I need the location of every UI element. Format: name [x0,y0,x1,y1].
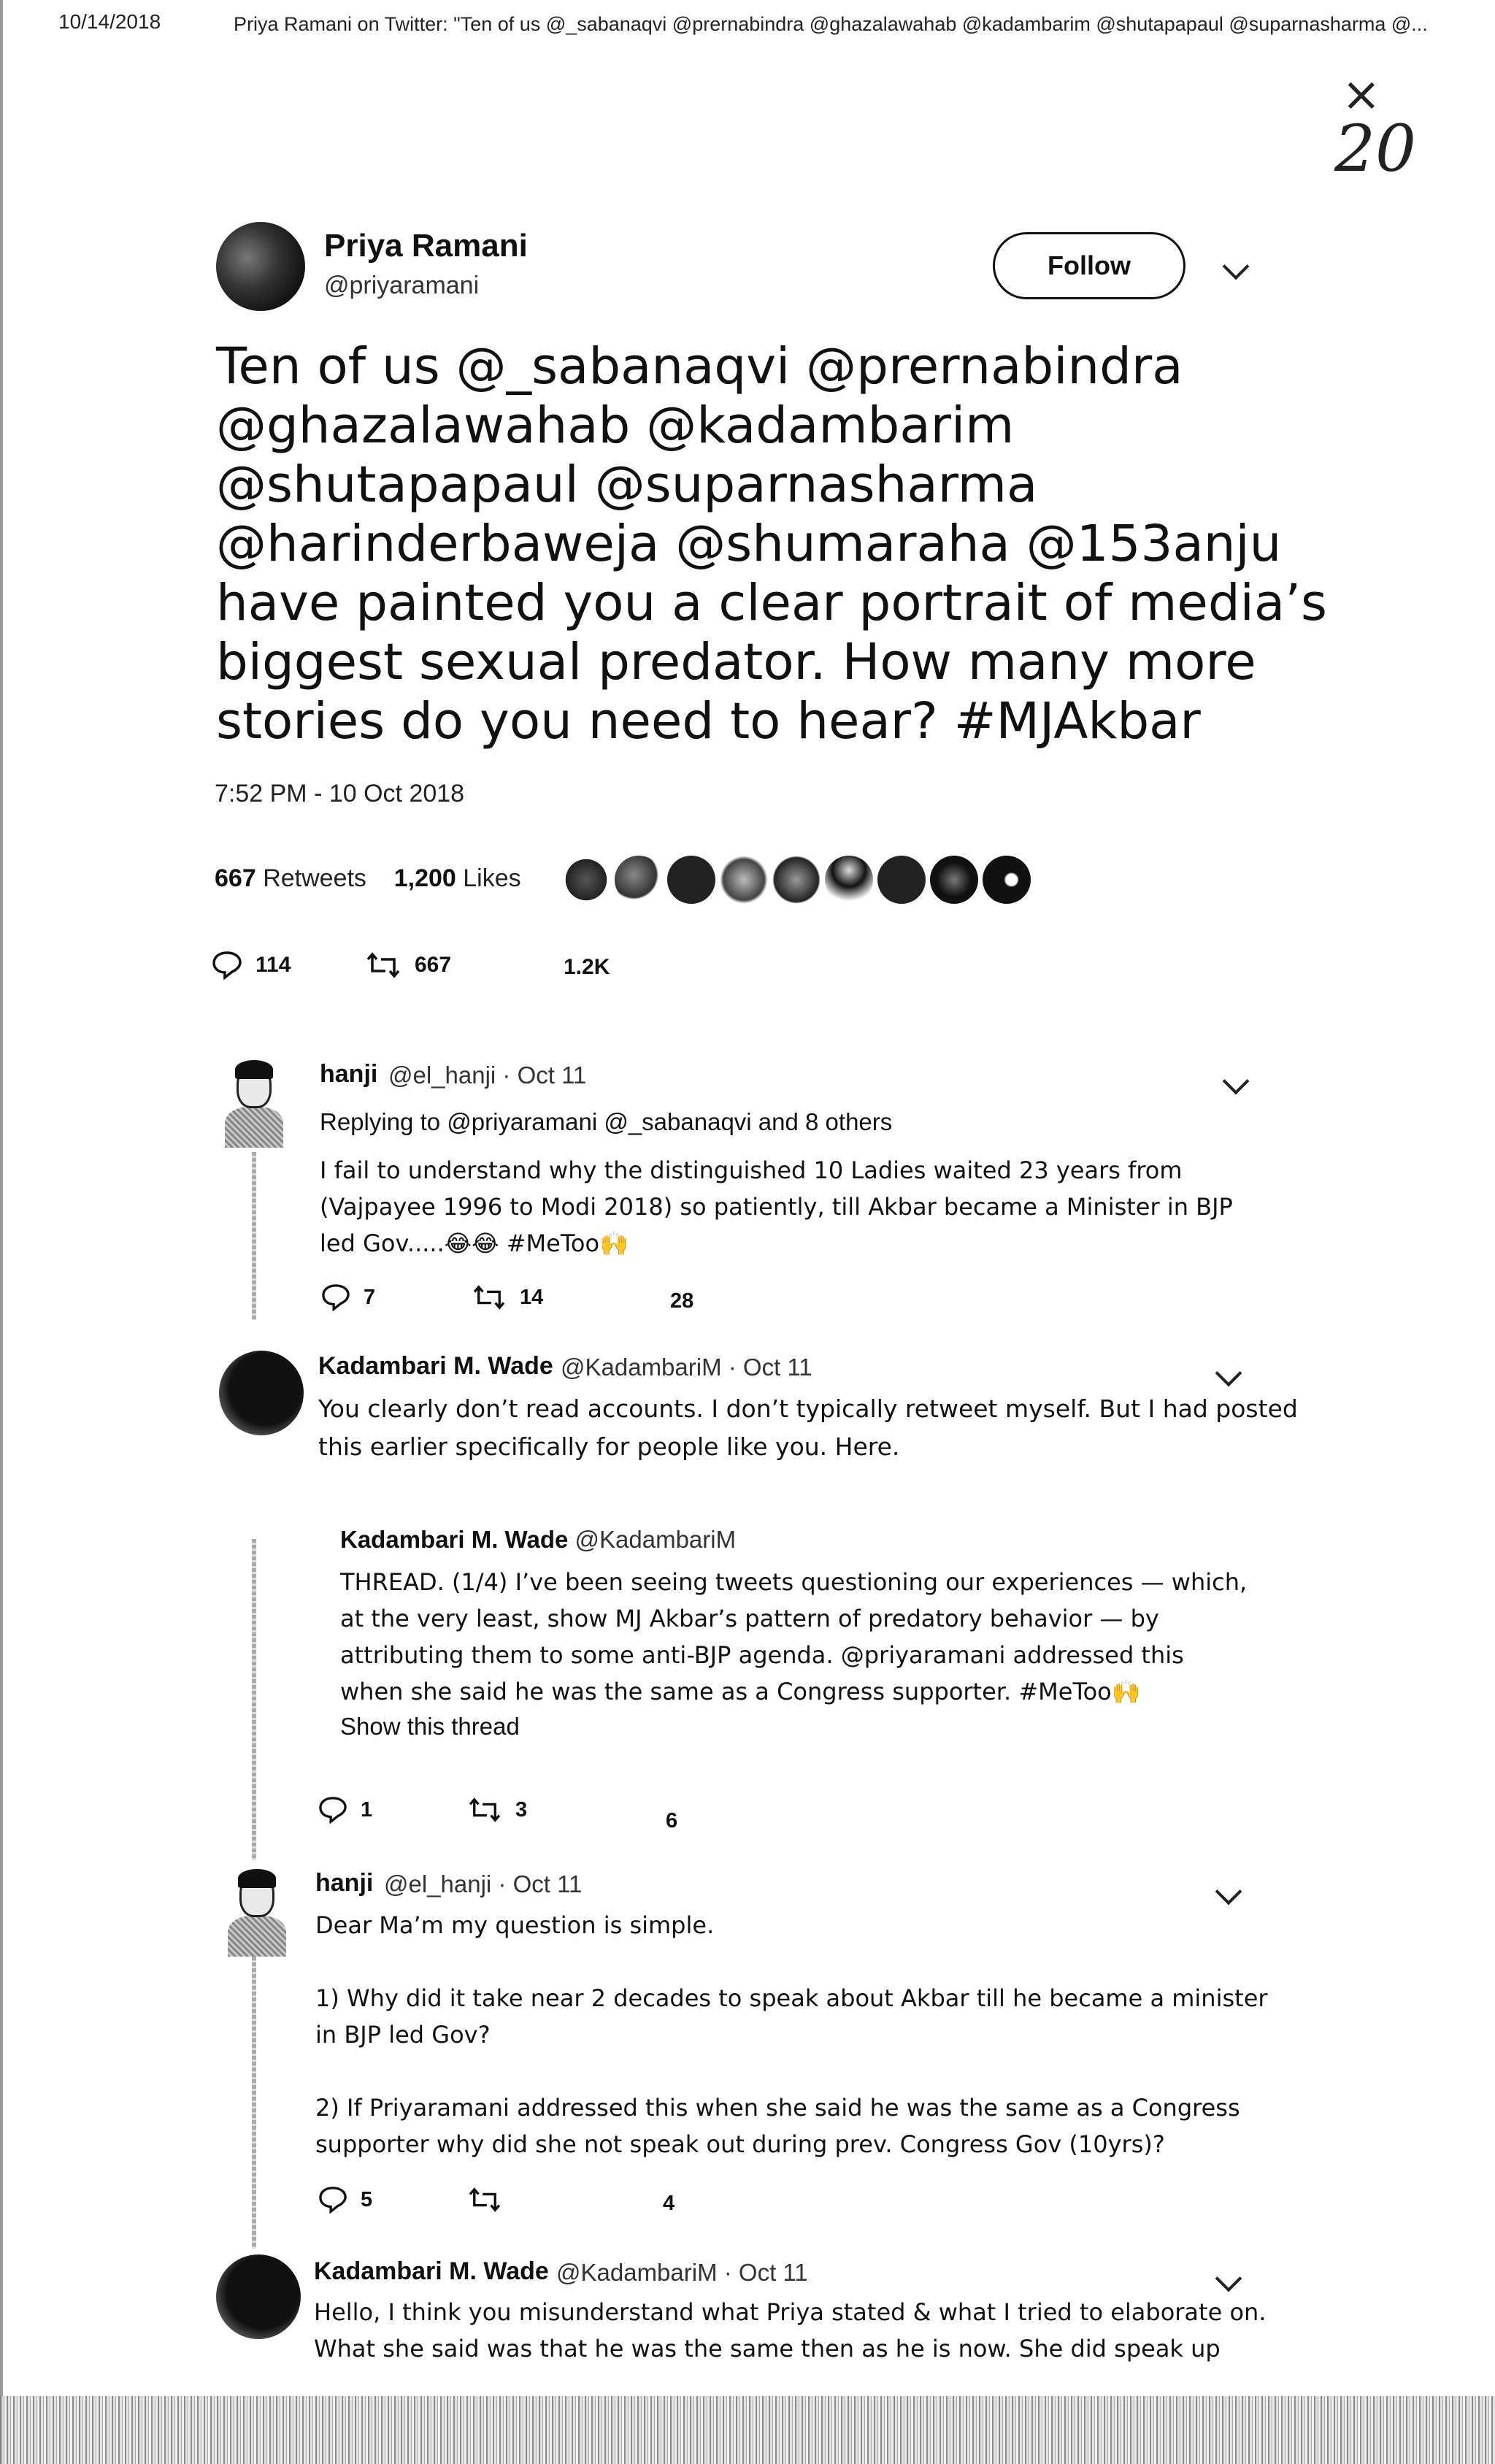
reply-text-line: What she said was that he was the same then as he is now. She did speak up [314,2335,1221,2363]
retweet-action[interactable] [365,951,451,980]
retweet-action[interactable] [467,1796,527,1824]
reply-icon [318,2186,347,2214]
reply-text [320,1152,1233,1262]
quoted-tweet-text [340,1564,1247,1710]
reply-action[interactable] [212,951,291,980]
reply-text-line: Hello, I think you misunderstand what Priya stated & what I tried to elaborate on. [314,2298,1267,2326]
reply-meta[interactable]: @KadambariM · Oct 11 [561,1354,812,1381]
tweet-text-line: stories do you need to hear? #MJAkbar [216,692,1201,751]
reply-text [315,1907,1268,2162]
reply-icon [318,1796,347,1824]
liker-avatar[interactable] [930,856,978,904]
tweet-text-line: have painted you a clear portrait of media’s [216,574,1328,632]
chevron-down-icon[interactable] [1215,2265,1242,2292]
quoted-author-name: Kadambari M. Wade [340,1526,569,1553]
retweet-count: 14 [520,1285,544,1309]
reply-text-line: in BJP led Gov? [315,2021,491,2049]
like-action[interactable] [663,2192,675,2216]
reply-avatar[interactable] [216,2254,301,2339]
follow-button[interactable]: Follow [993,232,1185,299]
retweet-count: 3 [515,1797,528,1822]
tweet-timestamp[interactable]: 7:52 PM - 10 Oct 2018 [215,780,465,807]
reply-icon [212,951,242,980]
reply-author-name[interactable]: hanji [315,1869,374,1897]
like-action[interactable] [666,1809,677,1833]
retweet-count: 667 [415,953,452,977]
likes-label[interactable]: Likes [463,864,521,892]
thread-line [252,1957,256,2249]
reply-meta[interactable]: @el_hanji · Oct 11 [384,1870,583,1897]
reply-icon [321,1283,350,1311]
reply-meta[interactable]: @el_hanji · Oct 11 [388,1062,587,1089]
like-action[interactable] [670,1289,693,1313]
retweet-icon [365,951,401,980]
reply-avatar[interactable] [219,1351,304,1435]
quoted-author-handle: @KadambariM [574,1526,737,1553]
like-count: 6 [666,1809,678,1832]
reply-text [314,2294,1266,2364]
quoted-text-line: attributing them to some anti-BJP agenda. @priyaramani addressed this [340,1641,1184,1669]
reply-text-line: You clearly don’t read accounts. I don’t typically retweet myself. But I had posted [318,1394,1298,1423]
scan-edge [0,0,3,2464]
reply-text-line: led Gov.....😂😂 #MeToo🙌 [320,1229,629,1257]
reply-text-line: I fail to understand why the distinguished 10 Ladies waited 23 years from [320,1156,1183,1184]
reply-text-line: supporter why did she not speak out during prev. Congress Gov (10yrs)? [315,2130,1165,2158]
liker-avatar[interactable] [877,856,926,904]
retweet-icon [472,1283,507,1311]
liker-avatar[interactable] [615,856,663,904]
thread-line [252,1152,256,1320]
quoted-text-line: at the very least, show MJ Akbar’s pattern of predatory behavior — by [340,1605,1159,1632]
tweet-text [216,337,1328,751]
scan-footer-noise [0,2396,1495,2464]
liker-avatar[interactable] [772,856,820,904]
reply-author-name[interactable]: hanji [320,1060,378,1088]
liker-avatar[interactable] [983,856,1031,904]
likes-count[interactable]: 1,200 [393,864,456,892]
reply-meta[interactable]: @KadambariM · Oct 11 [556,2259,808,2286]
reply-action[interactable] [318,1796,372,1824]
retweets-count[interactable]: 667 [215,864,256,892]
retweet-action[interactable] [467,2186,515,2214]
chevron-down-icon[interactable] [1223,1068,1250,1095]
show-thread-link[interactable]: Show this thread [340,1713,520,1740]
tweet-text-line: Ten of us @_sabanaqvi @prernabindra [216,337,1183,396]
reply-count: 1 [361,1797,373,1822]
reply-text-line [315,2053,1268,2089]
retweet-icon [467,1796,502,1824]
tweet-stats [215,864,521,893]
tweet-text-line: biggest sexual predator. How many more [216,633,1256,691]
reply-author-name[interactable]: Kadambari M. Wade [314,2257,549,2285]
avatar-hair [235,1060,273,1079]
liker-avatar[interactable] [562,856,610,904]
print-date: 10/14/2018 [58,10,161,33]
tweet-text-line: @shutapapaul @suparnasharma [216,456,1038,514]
liker-avatar[interactable] [720,856,768,904]
chevron-down-icon[interactable] [1215,1360,1242,1387]
reply-count: 114 [255,953,291,977]
page-title: Priya Ramani on Twitter: "Ten of us @_sabanaqvi @prernabindra @ghazalawahab @kadambarim @shutapapaul @suparnasharma @... [234,13,1428,35]
thread-line [252,1539,256,1860]
like-count: 28 [670,1289,694,1313]
reply-text-line: 1) Why did it take near 2 decades to speak about Akbar till he became a minister [315,1984,1268,2012]
tweet-text-line: @harinderbaweja @shumaraha @153anju [216,515,1282,573]
quoted-text-line: THREAD. (1/4) I’ve been seeing tweets questioning our experiences — which, [340,1568,1248,1596]
reply-avatar[interactable] [228,1869,286,1957]
quoted-tweet-header [340,1526,736,1554]
retweet-action[interactable] [472,1283,543,1311]
reply-avatar[interactable] [225,1060,283,1148]
author-avatar[interactable] [216,222,305,311]
avatar-body [225,1107,283,1148]
avatar-hair [238,1869,276,1888]
reply-text-line: Dear Ma’m my question is simple. [315,1911,715,1939]
reply-text-line: this earlier specifically for people like you. Here. [318,1432,900,1461]
reply-action[interactable] [321,1283,375,1311]
reply-count: 5 [361,2187,373,2211]
chevron-down-icon[interactable] [1223,253,1250,280]
handwritten-page-number: 20 [1334,111,1416,186]
chevron-down-icon[interactable] [1215,1878,1242,1905]
retweet-icon [467,2186,502,2214]
avatar-body [228,1916,286,1957]
tweet-text-line: @ghazalawahab @kadambarim [216,396,1015,455]
like-count: 1.2K [564,955,610,979]
reply-author-name[interactable]: Kadambari M. Wade [318,1352,553,1380]
reply-action[interactable] [318,2186,372,2214]
liker-avatar[interactable] [825,856,873,904]
liker-avatar[interactable] [667,856,715,904]
handwritten-mark: × [1342,68,1381,122]
replying-to[interactable]: Replying to @priyaramani @_sabanaqvi and 8 others [320,1108,893,1135]
retweets-label[interactable]: Retweets [263,864,366,892]
reply-text-line: 2) If Priyaramani addressed this when she said he was the same as a Congress [315,2094,1240,2122]
reply-text [318,1390,1298,1466]
liker-avatars [562,856,1031,908]
reply-count: 7 [364,1285,376,1309]
like-action[interactable] [564,955,610,980]
reply-text-line [315,1943,1268,1980]
like-count: 4 [663,2192,675,2215]
author-handle[interactable]: @priyaramani [324,272,480,299]
author-name[interactable]: Priya Ramani [324,228,528,264]
quoted-text-line: when she said he was the same as a Congress supporter. #MeToo🙌 [340,1678,1141,1705]
reply-text-line: (Vajpayee 1996 to Modi 2018) so patiently, till Akbar became a Minister in BJP [320,1193,1233,1221]
